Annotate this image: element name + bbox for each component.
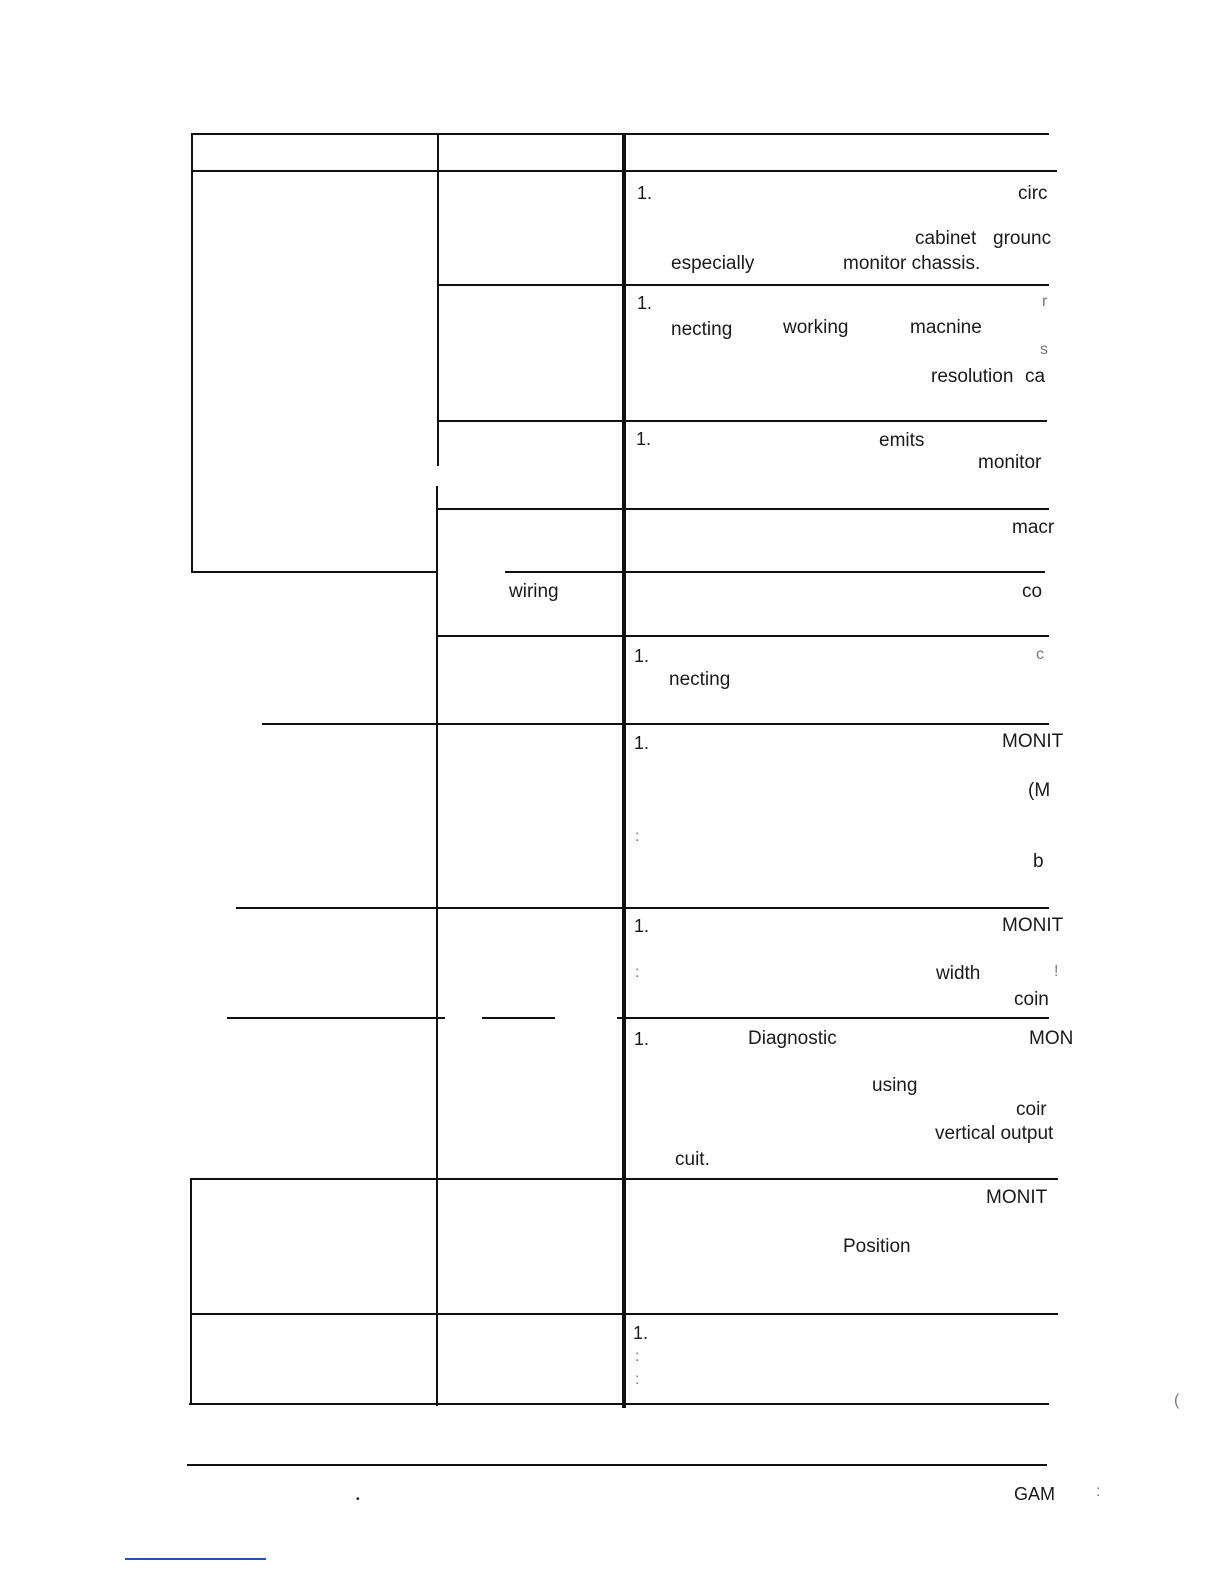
text-fragment: MON bbox=[1029, 1028, 1074, 1049]
row-sep bbox=[262, 723, 1049, 725]
text-fragment: macnine bbox=[910, 317, 982, 338]
text-fragment: monitor chassis. bbox=[843, 253, 981, 274]
text-fragment: width bbox=[936, 963, 981, 984]
footer-text: GAM bbox=[1014, 1484, 1056, 1504]
row-sep bbox=[505, 571, 1045, 573]
text-fragment: using bbox=[872, 1075, 918, 1096]
text-fragment: grounc bbox=[993, 228, 1052, 249]
text-fragment: Position bbox=[843, 1236, 911, 1257]
item-number: 1. bbox=[634, 1029, 650, 1049]
text-fragment: coin bbox=[1014, 989, 1049, 1010]
row-sep bbox=[437, 635, 1049, 637]
table-bottom-border bbox=[189, 1403, 1049, 1405]
text-fragment: macr bbox=[1012, 517, 1055, 538]
column-2-text: wiring bbox=[509, 581, 559, 602]
item-number: 1. bbox=[637, 293, 653, 313]
text-fragment: b bbox=[1033, 851, 1044, 872]
text-fragment: especially bbox=[671, 253, 755, 274]
table-top-border bbox=[191, 133, 1049, 135]
text-fragment: necting bbox=[669, 669, 731, 690]
row-sep bbox=[190, 1178, 1058, 1180]
left-border bbox=[191, 133, 193, 573]
col-divider-2 bbox=[622, 133, 626, 1408]
row-sep bbox=[437, 508, 1049, 510]
col-divider-1b bbox=[436, 486, 438, 1406]
text-fragment: : bbox=[635, 1371, 640, 1388]
blue-underline bbox=[125, 1558, 266, 1560]
text-fragment: r bbox=[1042, 293, 1048, 310]
footer-mark: : bbox=[1096, 1483, 1101, 1500]
text-fragment: co bbox=[1022, 581, 1043, 602]
text-fragment: MONIT bbox=[986, 1187, 1048, 1208]
footer-bullet: • bbox=[356, 1494, 360, 1505]
row-sep bbox=[437, 284, 1049, 286]
text-fragment: resolution bbox=[931, 366, 1014, 387]
row-sep bbox=[617, 1017, 1049, 1019]
row-sep bbox=[236, 907, 1049, 909]
item-number: 1. bbox=[633, 1323, 649, 1343]
text-fragment: necting bbox=[671, 319, 733, 340]
item-number: 1. bbox=[637, 183, 653, 203]
col-divider-1 bbox=[437, 133, 439, 466]
footer-rule bbox=[187, 1464, 1047, 1466]
text-fragment: Diagnostic bbox=[748, 1028, 837, 1049]
text-fragment: : bbox=[635, 828, 640, 845]
text-fragment: c bbox=[1036, 646, 1044, 663]
row-sep bbox=[191, 571, 437, 573]
text-fragment: emits bbox=[879, 430, 925, 451]
item-number: 1. bbox=[634, 646, 650, 666]
text-fragment: cuit. bbox=[675, 1149, 710, 1170]
text-fragment: vertical output bbox=[935, 1123, 1054, 1144]
text-fragment: : bbox=[635, 1348, 640, 1365]
text-fragment: working bbox=[783, 317, 849, 338]
row-sep bbox=[437, 420, 1047, 422]
text-fragment: s bbox=[1040, 341, 1048, 358]
text-fragment: : bbox=[635, 964, 640, 981]
margin-mark: ( bbox=[1174, 1392, 1180, 1409]
item-number: 1. bbox=[636, 429, 652, 449]
text-fragment: cabinet bbox=[915, 228, 977, 249]
text-fragment: ! bbox=[1054, 963, 1059, 980]
row-sep bbox=[227, 1017, 445, 1019]
row-sep bbox=[482, 1017, 555, 1019]
left-border-lower bbox=[190, 1178, 192, 1405]
text-fragment: coir bbox=[1016, 1099, 1047, 1120]
item-number: 1. bbox=[634, 916, 650, 936]
text-fragment: monitor bbox=[978, 452, 1042, 473]
text-fragment: MONIT bbox=[1002, 731, 1064, 752]
text-fragment: ca bbox=[1025, 366, 1046, 387]
text-fragment: circ bbox=[1018, 183, 1048, 204]
row-sep bbox=[190, 1313, 1058, 1315]
item-number: 1. bbox=[634, 733, 650, 753]
text-fragment: (M bbox=[1028, 780, 1051, 801]
text-fragment: MONIT bbox=[1002, 915, 1064, 936]
